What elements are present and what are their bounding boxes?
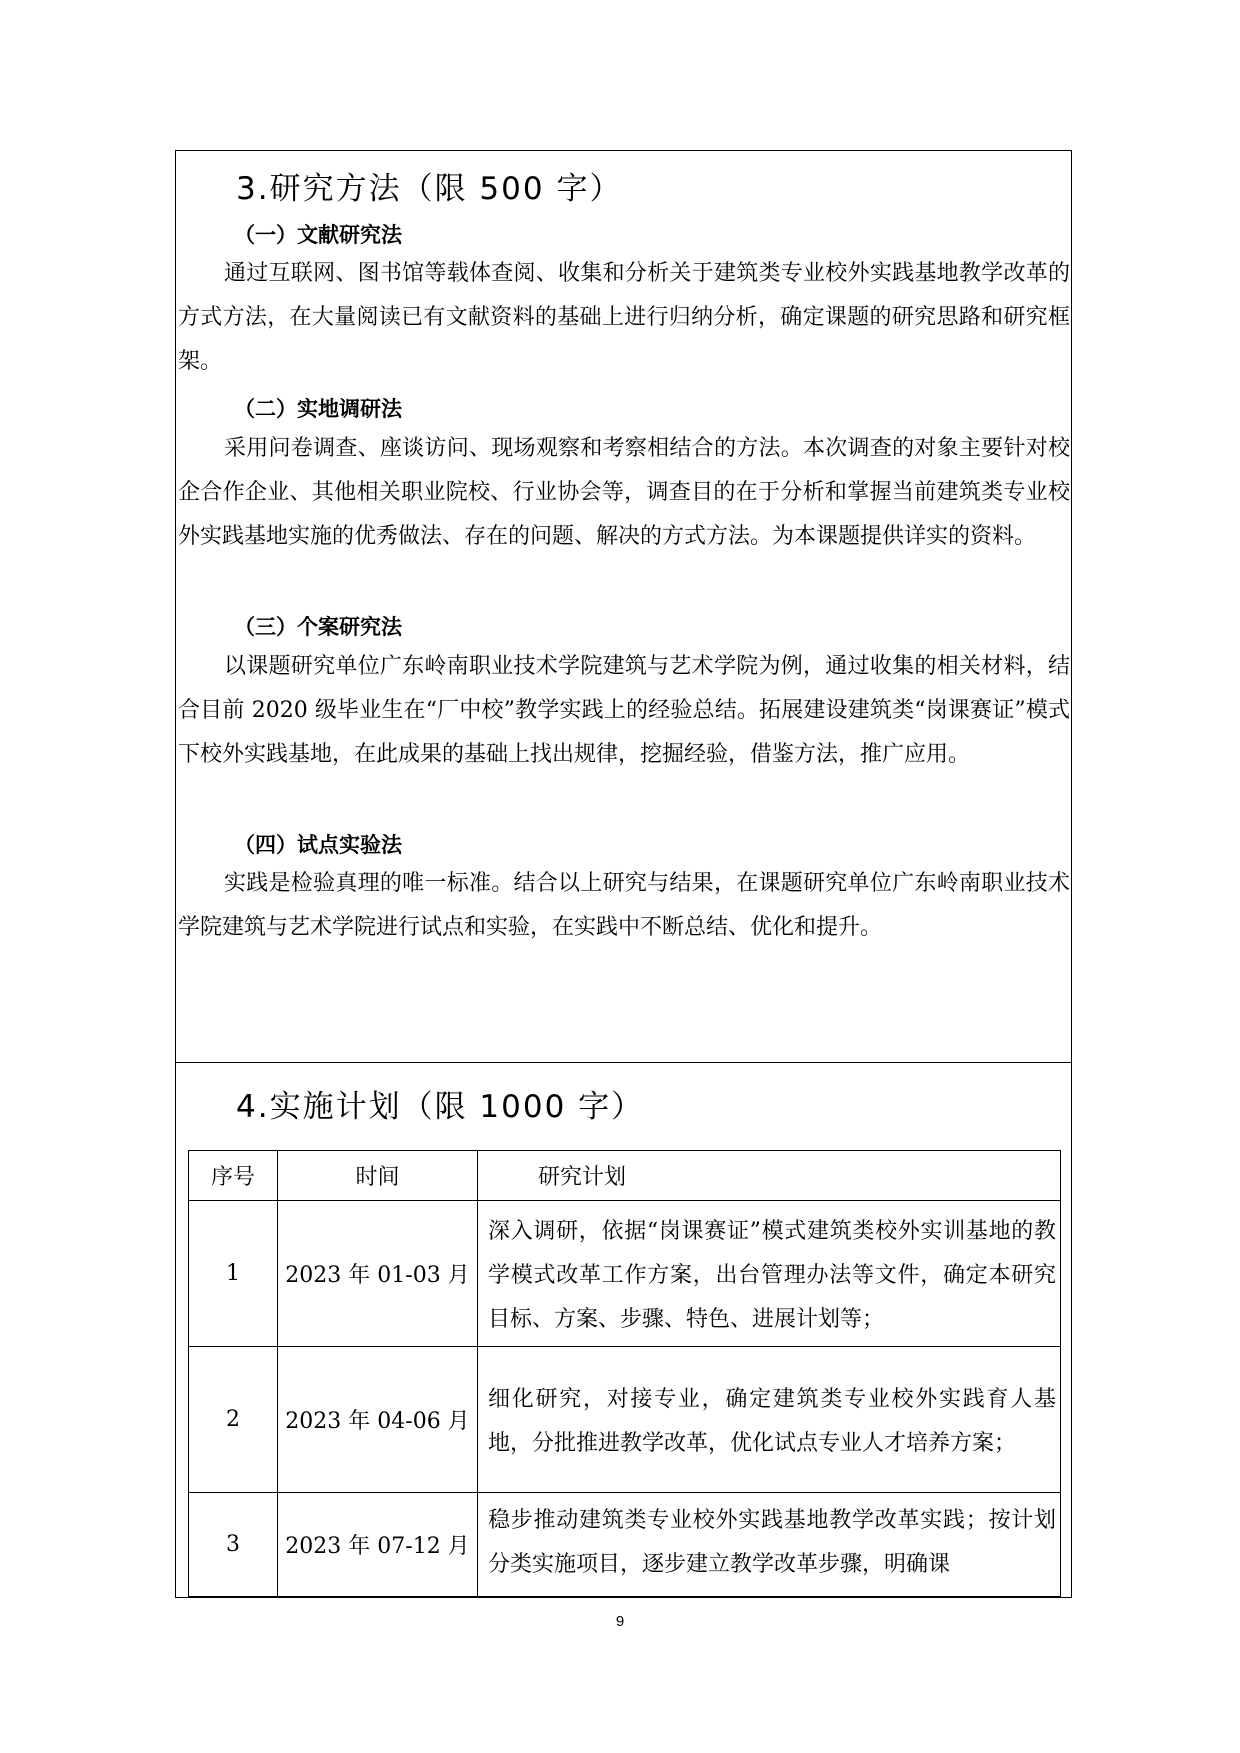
subsection-heading: （四）试点实验法 (234, 833, 402, 857)
subsection-heading: （三）个案研究法 (234, 615, 402, 639)
row-plan-cell (478, 1347, 1061, 1493)
page-number: 9 (615, 1613, 625, 1630)
table-row (189, 1347, 1061, 1493)
plan-table (188, 1150, 1061, 1597)
section-title-plan: 4.实施计划（限 1000 字） (236, 1089, 645, 1125)
row-plan-cell (478, 1201, 1061, 1347)
row-time: 2023 年 07-12 月 (278, 1493, 478, 1597)
table-row (189, 1201, 1061, 1347)
row-index: 3 (189, 1493, 278, 1597)
subsection-text: 以课题研究单位广东岭南职业技术学院建筑与艺术学院为例，通过收集的相关材料，结合目前 2020 级毕业生在“厂中校”教学实践上的经验总结。拓展建设建筑类“岗课赛证”模式下校外实践基地，在此成果的基础上找出规律，挖掘经验，借鉴方法，推广应用。 (178, 654, 1070, 767)
row-index: 2 (189, 1347, 278, 1493)
subsection-heading: （二）实地调研法 (234, 397, 402, 421)
subsection-text: 通过互联网、图书馆等载体查阅、收集和分析关于建筑类专业校外实践基地教学改革的方式方法，在大量阅读已有文献资料的基础上进行归纳分析，确定课题的研究思路和研究框架。 (178, 261, 1070, 374)
subsection-text: 实践是检验真理的唯一标准。结合以上研究与结果，在课题研究单位广东岭南职业技术学院建筑与艺术学院进行试点和实验，在实践中不断总结、优化和提升。 (178, 871, 1070, 940)
header-time: 时间 (278, 1151, 478, 1201)
row-plan: 细化研究，对接专业，确定建筑类专业校外实践育人基地，分批推进教学改革，优化试点专业人才培养方案； (488, 1387, 1056, 1456)
row-time: 2023 年 01-03 月 (278, 1201, 478, 1347)
row-time: 2023 年 04-06 月 (278, 1347, 478, 1493)
form-frame (175, 150, 1072, 1598)
header-index: 序号 (189, 1151, 278, 1201)
subsection-text: 采用问卷调查、座谈访问、现场观察和考察相结合的方法。本次调查的对象主要针对校企合作企业、其他相关职业院校、行业协会等，调查目的在于分析和掌握当前建筑类专业校外实践基地实施的优秀做法、存在的问题、解决的方式方法。为本课题提供详实的资料。 (178, 436, 1070, 549)
research-methods-section (176, 151, 1071, 1063)
row-plan: 深入调研，依据“岗课赛证”模式建筑类校外实训基地的教学模式改革工作方案，出台管理办法等文件，确定本研究目标、方案、步骤、特色、进展计划等； (488, 1219, 1056, 1332)
table-header-row (189, 1151, 1061, 1201)
row-index: 1 (189, 1201, 278, 1347)
header-plan: 研究计划 (478, 1151, 1061, 1201)
subsection-heading: （一）文献研究法 (234, 223, 402, 247)
row-plan-cell (478, 1493, 1061, 1597)
section-title-methods: 3.研究方法（限 500 字） (236, 171, 623, 207)
row-plan: 稳步推动建筑类专业校外实践基地教学改革实践；按计划分类实施项目，逐步建立教学改革步骤，明确课 (488, 1508, 1056, 1577)
table-row (189, 1493, 1061, 1597)
